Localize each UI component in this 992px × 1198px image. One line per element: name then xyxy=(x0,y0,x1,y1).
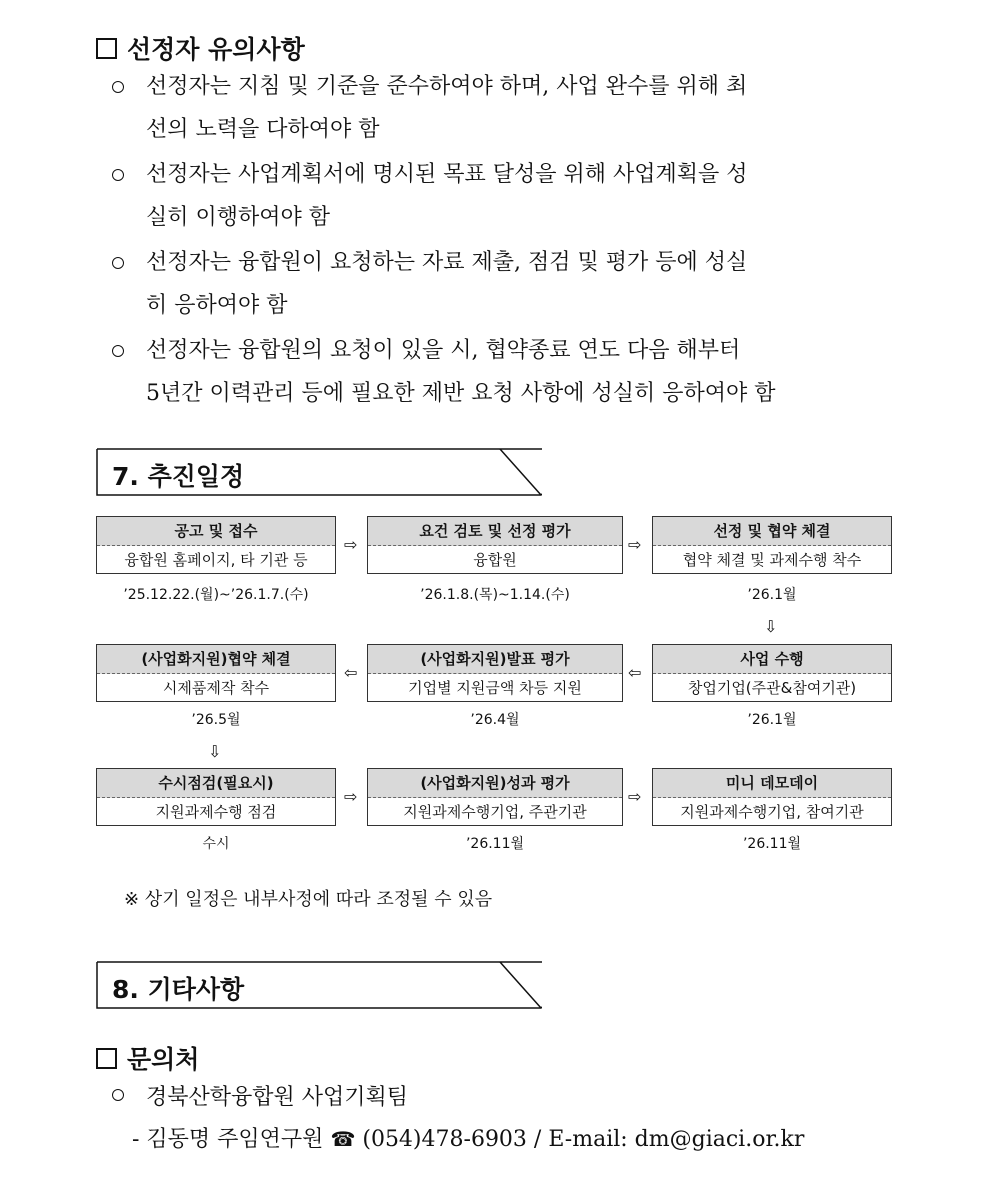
circle-bullet-icon xyxy=(112,1089,124,1101)
list-item xyxy=(112,330,896,414)
step-title: 요건 검토 및 선정 평가 xyxy=(368,517,622,546)
contact-details: (054)478-6903 / E-mail: dm@giaci.or.kr xyxy=(362,1127,805,1152)
arrow-right-icon: ⇨ xyxy=(628,787,642,806)
arrow-down-icon: ⇩ xyxy=(208,742,222,761)
list-item xyxy=(112,154,896,238)
contact-prefix: - 김동명 주임연구원 xyxy=(132,1127,324,1152)
step-date: 수시 xyxy=(202,836,230,852)
schedule-step xyxy=(96,516,336,574)
step-date: ’26.1.8.(목)~1.14.(수) xyxy=(420,587,570,603)
list-item xyxy=(112,242,896,326)
schedule-step xyxy=(96,768,336,826)
list-item xyxy=(112,66,896,150)
bullet-line: 선의 노력을 다하여야 함 xyxy=(146,117,380,142)
checkbox-square-icon xyxy=(96,38,117,59)
step-title: 사업 수행 xyxy=(653,645,891,674)
step-title: 수시점검(필요시) xyxy=(97,769,335,798)
bullet-line: 선정자는 지침 및 기준을 준수하여야 하며, 사업 완수를 위해 최 xyxy=(146,74,748,99)
schedule-step xyxy=(652,644,892,702)
step-title: (사업화지원)성과 평가 xyxy=(368,769,622,798)
step-title: 공고 및 접수 xyxy=(97,517,335,546)
step-desc: 기업별 지원금액 차등 지원 xyxy=(408,679,582,697)
section-heading-selected xyxy=(96,30,305,66)
schedule-step xyxy=(652,768,892,826)
arrow-down-icon: ⇩ xyxy=(764,617,778,636)
section-title: 7. 추진일정 xyxy=(112,462,245,491)
step-desc: 협약 체결 및 과제수행 착수 xyxy=(682,551,862,569)
bullet-line: 히 응하여야 함 xyxy=(146,293,288,318)
arrow-right-icon: ⇨ xyxy=(344,787,358,806)
bullet-line: 선정자는 사업계획서에 명시된 목표 달성을 위해 사업계획을 성 xyxy=(146,162,748,187)
heading-text: 선정자 유의사항 xyxy=(127,35,305,64)
step-date: ’26.11월 xyxy=(742,836,802,852)
circle-bullet-icon xyxy=(112,345,124,357)
bullet-line: 선정자는 융합원이 요청하는 자료 제출, 점검 및 평가 등에 성실 xyxy=(146,250,748,275)
step-desc: 지원과제수행 점검 xyxy=(155,803,277,821)
contact-person xyxy=(132,1122,804,1153)
phone-icon: ☎ xyxy=(330,1127,356,1151)
schedule-step xyxy=(367,768,623,826)
step-date: ’25.12.22.(월)~’26.1.7.(수) xyxy=(123,587,309,603)
arrow-left-icon: ⇦ xyxy=(628,663,642,682)
section-title: 8. 기타사항 xyxy=(112,975,245,1004)
bullet-line: 5년간 이력관리 등에 필요한 제반 요청 사항에 성실히 응하여야 함 xyxy=(146,381,776,406)
step-title: (사업화지원)협약 체결 xyxy=(97,645,335,674)
circle-bullet-icon xyxy=(112,81,124,93)
schedule-step xyxy=(96,644,336,702)
step-date: ’26.5월 xyxy=(191,712,241,728)
step-date: ’26.1월 xyxy=(747,587,797,603)
step-title: (사업화지원)발표 평가 xyxy=(368,645,622,674)
circle-bullet-icon xyxy=(112,169,124,181)
section-heading-contact xyxy=(96,1040,199,1076)
step-desc: 창업기업(주관&참여기관) xyxy=(687,679,857,697)
step-desc: 시제품제작 착수 xyxy=(162,679,270,697)
contact-org xyxy=(112,1080,408,1111)
arrow-left-icon: ⇦ xyxy=(344,663,358,682)
schedule-step xyxy=(652,516,892,574)
schedule-note: ※ 상기 일정은 내부사정에 따라 조정될 수 있음 xyxy=(124,889,493,910)
arrow-right-icon: ⇨ xyxy=(344,535,358,554)
step-date: ’26.1월 xyxy=(747,712,797,728)
schedule-step xyxy=(367,644,623,702)
circle-bullet-icon xyxy=(112,257,124,269)
checkbox-square-icon xyxy=(96,1048,117,1069)
step-date: ’26.4월 xyxy=(470,712,520,728)
step-desc: 지원과제수행기업, 참여기관 xyxy=(680,803,864,821)
org-name: 경북산학융합원 사업기획팀 xyxy=(146,1085,409,1110)
step-title: 선정 및 협약 체결 xyxy=(653,517,891,546)
section-tab-schedule xyxy=(96,447,542,497)
step-desc: 융합원 xyxy=(473,551,517,569)
bullet-line: 실히 이행하여야 함 xyxy=(146,205,331,230)
step-date: ’26.11월 xyxy=(465,836,525,852)
bullet-line: 선정자는 융합원의 요청이 있을 시, 협약종료 연도 다음 해부터 xyxy=(146,338,741,363)
heading-text: 문의처 xyxy=(127,1045,200,1074)
step-desc: 지원과제수행기업, 주관기관 xyxy=(403,803,587,821)
section-tab-etc xyxy=(96,960,542,1010)
arrow-right-icon: ⇨ xyxy=(628,535,642,554)
step-desc: 융합원 홈페이지, 타 기관 등 xyxy=(124,551,308,569)
schedule-step xyxy=(367,516,623,574)
step-title: 미니 데모데이 xyxy=(653,769,891,798)
